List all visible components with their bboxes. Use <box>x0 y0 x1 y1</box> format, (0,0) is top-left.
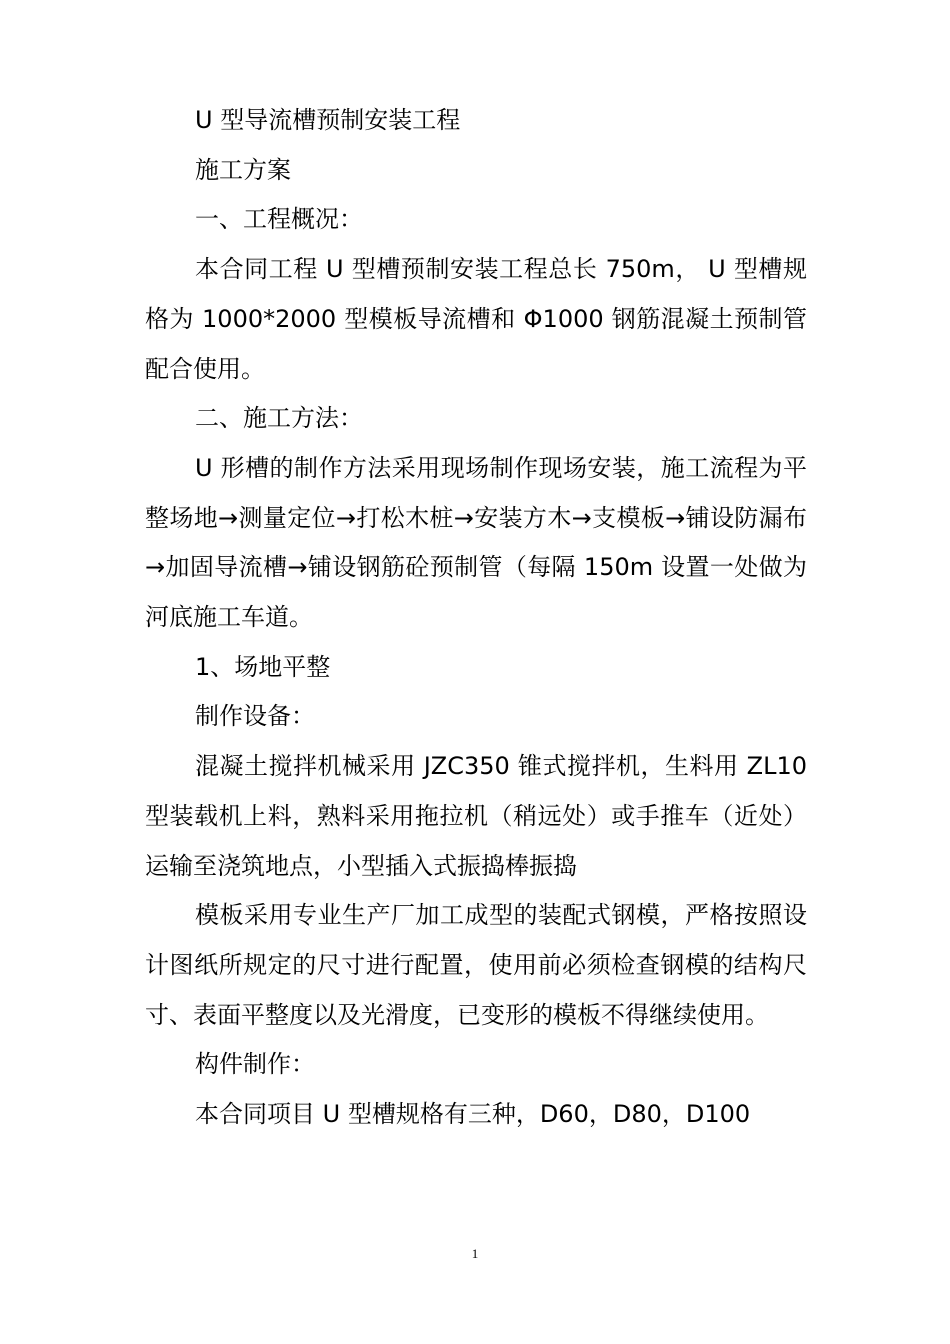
page-number: 1 <box>471 1246 479 1261</box>
subheading-component-fabrication: 构件制作： <box>195 1050 315 1079</box>
section-heading-method: 二、施工方法： <box>195 404 363 433</box>
subheading-equipment: 制作设备： <box>195 702 315 731</box>
document-title: U 型导流槽预制安装工程 <box>195 106 461 134</box>
subheading-site-leveling: 1、场地平整 <box>195 652 331 681</box>
section-heading-overview: 一、工程概况： <box>195 205 363 234</box>
paragraph-specifications: 本合同项目 U 型槽规格有三种，D60，D80，D100 <box>195 1100 751 1129</box>
paragraph-equipment: 混凝土搅拌机械采用 JZC350 锥式搅拌机，生料用 ZL10 型装载机上料，熟料采用拖拉机（稍远处）或手推车（近处）运输至浇筑地点，小型插入式振捣棒振捣 <box>145 752 807 880</box>
paragraph-formwork: 模板采用专业生产厂加工成型的装配式钢模，严格按照设计图纸所规定的尺寸进行配置，使用前必须检查钢模的结构尺寸、表面平整度以及光滑度，已变形的模板不得继续使用。 <box>145 901 807 1029</box>
document-body <box>145 96 807 1140</box>
paragraph-method: U 形槽的制作方法采用现场制作现场安装，施工流程为平整场地→测量定位→打松木桩→安装方木→支模板→铺设防漏布→加固导流槽→铺设钢筋砼预制管（每隔 150m 设置一处做为河底施工车道。 <box>145 453 807 632</box>
document-subtitle: 施工方案 <box>195 155 291 184</box>
paragraph-overview: 本合同工程 U 型槽预制安装工程总长 750m， U 型槽规格为 1000*2000 型模板导流槽和 Φ1000 钢筋混凝土预制管配合使用。 <box>145 255 807 383</box>
